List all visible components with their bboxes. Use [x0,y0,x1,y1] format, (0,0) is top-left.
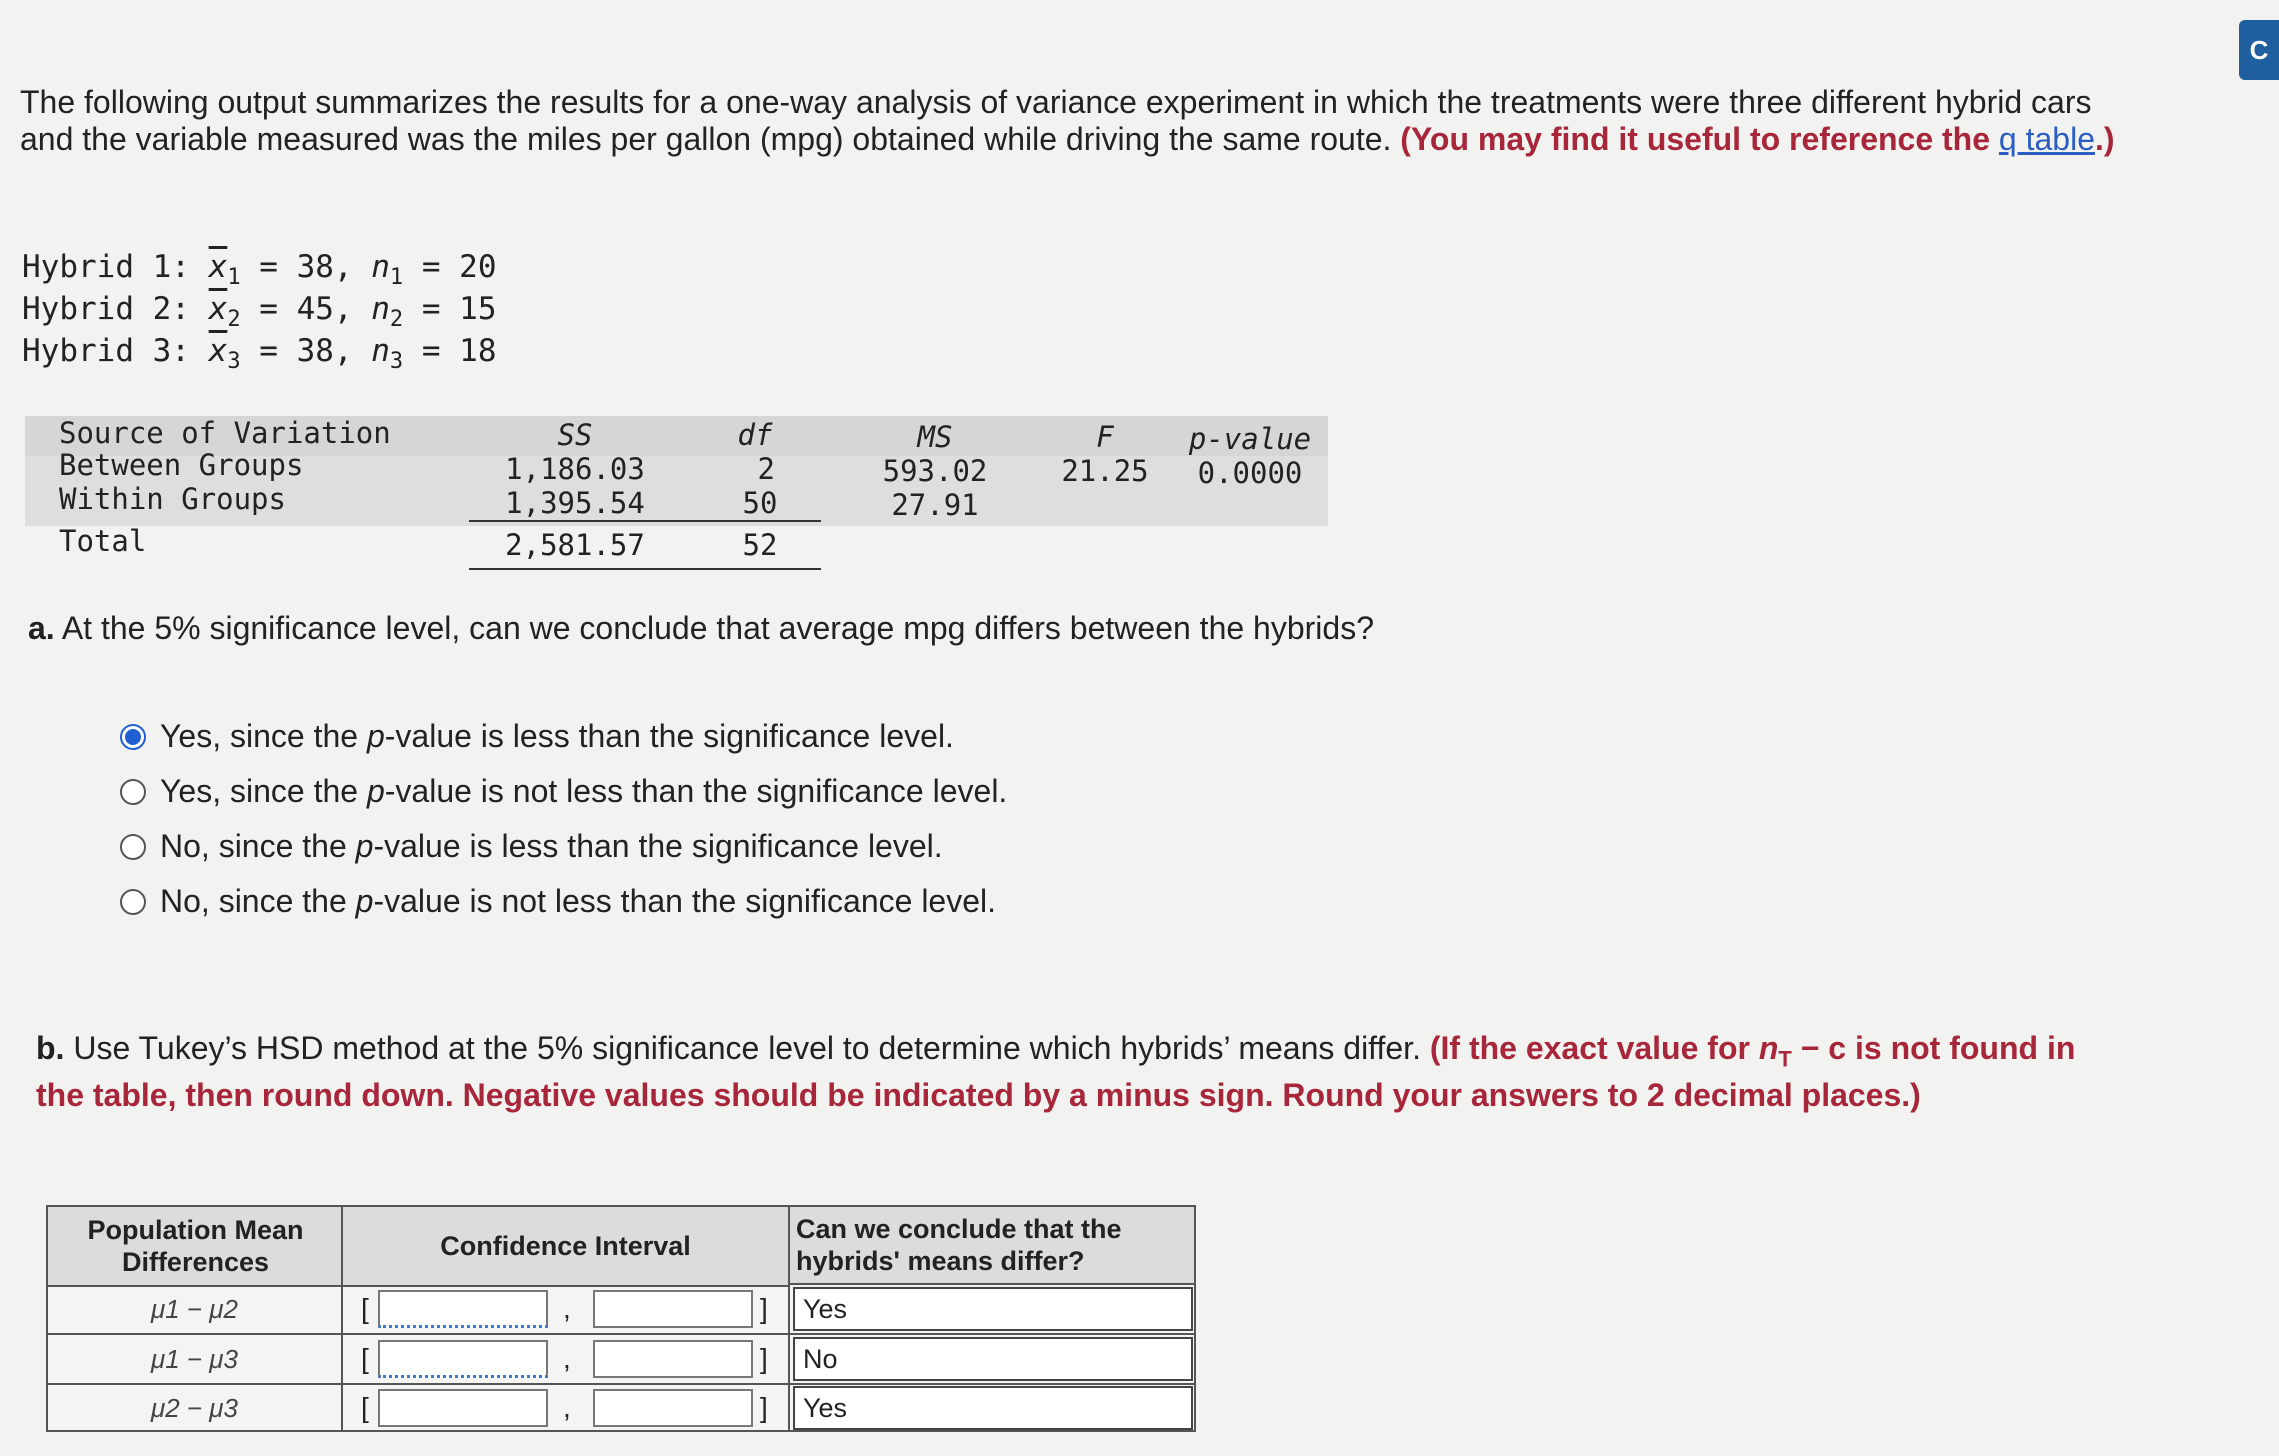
tukey-table [46,1205,1196,1432]
close-bracket: ] [760,1293,768,1324]
q-table-link[interactable]: q table [1998,121,2095,157]
intro-note: (You may find it useful to reference the q table.) [1400,121,2115,157]
option-2[interactable] [120,773,1007,810]
upper-bound-input[interactable] [593,1290,753,1328]
anova-row-between-ms: 593.02 [882,454,988,488]
lower-bound-input[interactable] [378,1340,548,1378]
anova-table [25,416,1328,562]
anova-row-within-df: 50 [742,486,778,520]
anova-row-between-f: 21.25 [1061,454,1149,488]
anova-header-ss: SS [557,418,593,452]
close-bracket: ] [760,1392,768,1423]
part-b-question: b. Use Tukey’s HSD method at the 5% significance level to determine which hybrids’ means differ. (If the exact value for $n_T - c$ is not found in the table, then round down. Negative values should be indicated by a minus sign. Round your answers to 2 decimal places.) [36,1030,2076,1114]
option-4-label: No, since the p-value is not less than the significance level. [160,883,997,919]
upper-bound-input[interactable] [593,1389,753,1427]
lower-bound-input[interactable] [378,1290,548,1328]
option-2-label: Yes, since the p-value is not less than the significance level. [160,773,1008,809]
tukey-row-label: μ2 − μ3 [150,1392,239,1423]
tukey-header-ci: Confidence Interval [343,1207,788,1287]
hybrid-1-line: Hybrid 1: $\overline{x}_1 = 38$, $n_1 = 20$ [22,249,497,291]
anova-row-within-ss: 1,395.54 [505,486,645,520]
part-a-question: a. At the 5% significance level, can we conclude that average mpg differs between the hybrids? [28,610,1374,646]
radio-icon[interactable] [120,834,146,860]
open-bracket: [ [361,1343,369,1374]
hybrid-3-line: Hybrid 3: $\overline{x}_3 = 38$, $n_3 = 18$ [22,333,497,375]
upper-bound-input[interactable] [593,1340,753,1378]
anova-subtotal-rule [469,520,821,522]
anova-row-within-ms: 27.91 [891,488,979,522]
anova-total-rule [469,568,821,570]
conclusion-select[interactable]: Yes [793,1386,1193,1430]
tukey-row [48,1335,1194,1385]
anova-header-ms: MS [917,420,953,454]
tukey-row-label: μ1 − μ3 [150,1343,239,1374]
anova-row-between-ss: 1,186.03 [505,452,645,486]
anova-row-total-source: Total [59,524,147,558]
open-bracket: [ [361,1293,369,1324]
anova-row-total-ss: 2,581.57 [505,528,645,562]
comma: , [563,1293,571,1324]
option-1[interactable] [120,718,954,755]
option-4[interactable] [120,883,996,920]
radio-icon[interactable] [120,779,146,805]
radio-selected-icon[interactable] [120,724,146,750]
tukey-row [48,1384,1194,1432]
anova-header-f: F [1096,420,1114,454]
tukey-row-label: μ1 − μ2 [150,1293,239,1324]
tukey-header-conclude: Can we conclude that the hybrids' means differ? [788,1207,1194,1285]
option-3-label: No, since the p-value is less than the significance level. [160,828,943,864]
anova-row-between-df: 2 [757,452,775,486]
hybrid-2-line: Hybrid 2: $\overline{x}_2 = 45$, $n_2 = 15$ [22,291,497,333]
intro-text: The following output summarizes the results for a one-way analysis of variance experiment in which the treatments were three different hybrid cars and the variable measured was the miles per gallon (mpg) obtained while driving the same route. [20,84,2092,157]
option-1-label: Yes, since the p-value is less than the significance level. [160,718,954,754]
anova-header-p: p-value [1188,422,1312,456]
close-bracket: ] [760,1343,768,1374]
conclusion-select[interactable]: Yes [793,1287,1193,1331]
anova-row-between-source: Between Groups [59,448,304,482]
conclusion-select[interactable]: No [793,1337,1193,1381]
part-b-instructions: (If the exact value for $n_T - c$ is not found in the table, then round down. Negative values should be indicated by a minus sign. Round your answers to 2 decimal places.) [36,1030,2076,1114]
anova-header-df: df [737,418,773,452]
side-tab-button[interactable]: C [2239,20,2279,80]
lower-bound-input[interactable] [378,1389,548,1427]
anova-row-total-df: 52 [742,528,778,562]
tukey-header-diff: Population Mean Differences [48,1207,343,1287]
comma: , [563,1343,571,1374]
comma: , [563,1392,571,1423]
open-bracket: [ [361,1392,369,1423]
option-3[interactable] [120,828,943,865]
anova-row-between-p: 0.0000 [1197,456,1303,490]
radio-icon[interactable] [120,889,146,915]
tukey-row [48,1285,1194,1335]
problem-intro [20,84,2120,158]
anova-row-within-source: Within Groups [59,482,286,516]
anova-header-source: Source of Variation [59,416,391,450]
